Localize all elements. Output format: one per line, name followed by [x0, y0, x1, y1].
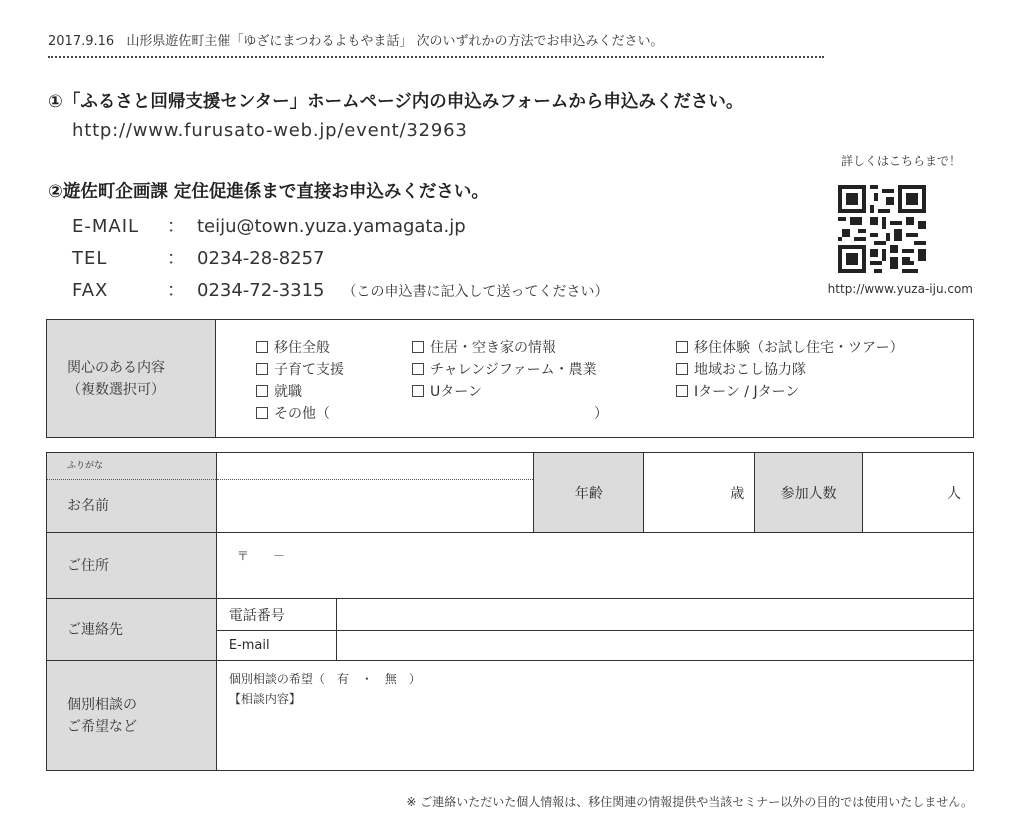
checkbox-other[interactable]: その他（ — [256, 403, 330, 423]
contact-label: ご連絡先 — [47, 599, 217, 661]
checkbox-regional-corps[interactable]: 地域おこし協力隊 — [676, 359, 806, 379]
header-title: 山形県遊佐町主催「ゆざにまつわるよもやま話」 次のいずれかの方法でお申込みください。 — [126, 34, 664, 49]
postal-mark: 〒 － — [236, 549, 285, 563]
age-input[interactable]: 歳 — [644, 453, 755, 533]
header-date: 2017.9.16 — [48, 34, 115, 49]
email-field-label: E-mail — [216, 631, 336, 661]
dotted-divider — [48, 56, 824, 58]
method1-url[interactable]: http://www.furusato-web.jp/event/32963 — [72, 120, 468, 141]
site-url[interactable]: http://www.yuza-iju.com — [827, 282, 973, 296]
fax-label: FAX — [72, 280, 109, 301]
checkbox-trial-stay[interactable]: 移住体験（お試し住宅・ツアー） — [676, 337, 904, 357]
address-input[interactable] — [216, 533, 973, 599]
email-row: E-MAIL ： teiju@town.yuza.yamagata.jp — [72, 216, 466, 237]
address-label: ご住所 — [47, 533, 217, 599]
participants-input[interactable]: 人 — [863, 453, 974, 533]
method2-heading: ②遊佐町企画課 定住促進係まで直接お申込みください。 — [48, 182, 489, 202]
checkbox-relocation-general[interactable]: 移住全般 — [256, 337, 330, 357]
other-close-paren: ） — [594, 406, 608, 422]
name-label-cell — [47, 453, 217, 533]
checkbox-i-j-turn[interactable]: Iターン / Jターン — [676, 381, 799, 401]
qr-code-icon[interactable] — [838, 185, 926, 273]
fax-value[interactable]: 0234-72-3315 — [197, 280, 325, 301]
consult-label: 個別相談の — [67, 696, 137, 713]
interest-label-cell — [47, 320, 216, 438]
checkbox-employment[interactable]: 就職 — [256, 381, 302, 401]
phone-label: 電話番号 — [216, 599, 336, 631]
privacy-note: ※ ご連絡いただいた個人情報は、移住関連の情報提供や当該セミナー以外の目的では使用いたしません。 — [406, 795, 973, 809]
interest-table — [46, 319, 974, 438]
name-input-cell[interactable] — [216, 453, 534, 533]
name-input[interactable] — [217, 480, 534, 532]
furigana-input[interactable] — [217, 453, 534, 480]
interest-label: 関心のある内容 — [67, 359, 165, 376]
checkbox-housing-info[interactable]: 住居・空き家の情報 — [412, 337, 556, 357]
qr-caption: 詳しくはこちらまで！ — [840, 154, 961, 168]
tel-label: TEL — [72, 248, 108, 269]
consult-input[interactable] — [216, 661, 973, 771]
age-label: 年齢 — [534, 453, 644, 533]
consult-label-cell — [47, 661, 217, 771]
method1-heading: ①「ふるさと回帰支援センター」ホームページ内の申込みフォームから申込みください。 — [48, 92, 744, 112]
tel-value[interactable]: 0234-28-8257 — [197, 248, 325, 269]
checkbox-challenge-farm[interactable]: チャレンジファーム・農業 — [412, 359, 597, 379]
consult-sublabel: ご希望など — [67, 718, 137, 735]
header-line — [48, 30, 663, 49]
applicant-table — [46, 452, 974, 771]
name-label: お名前 — [67, 498, 109, 514]
email-label: E-MAIL — [72, 216, 140, 237]
consult-content-label: 【相談内容】 — [228, 692, 301, 706]
participants-label: 参加人数 — [755, 453, 863, 533]
fax-note: （この申込書に記入して送ってください） — [342, 284, 609, 300]
email-input[interactable] — [336, 631, 973, 661]
fax-row: FAX ： 0234-72-3315 （この申込書に記入して送ってください） — [72, 280, 609, 301]
consult-wish: 個別相談の希望（ 有 ・ 無 ） — [228, 672, 421, 686]
interest-sublabel: （複数選択可） — [67, 381, 165, 398]
furigana-label: ふりがな — [47, 453, 216, 480]
interest-options-cell — [216, 320, 974, 438]
checkbox-child-support[interactable]: 子育て支援 — [256, 359, 344, 379]
tel-row: TEL ： 0234-28-8257 — [72, 248, 325, 269]
checkbox-u-turn[interactable]: Uターン — [412, 381, 482, 401]
phone-input[interactable] — [336, 599, 973, 631]
email-value[interactable]: teiju@town.yuza.yamagata.jp — [197, 216, 466, 237]
